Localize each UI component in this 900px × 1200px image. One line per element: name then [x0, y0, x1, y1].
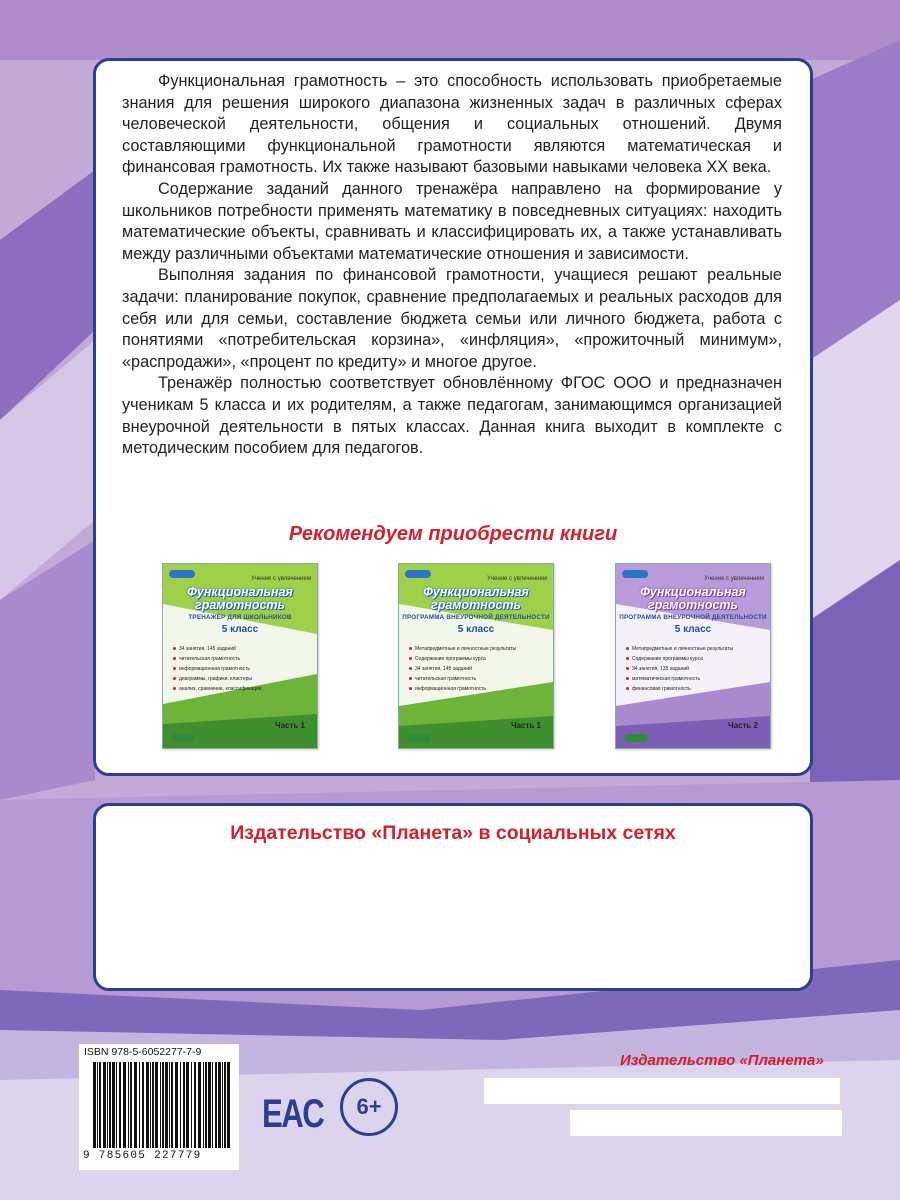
barcode-bar: [203, 1062, 204, 1148]
book-title: Функциональная грамотность: [640, 585, 746, 612]
barcode-bar: [208, 1062, 211, 1148]
barcode-bar: [109, 1062, 111, 1148]
description-panel: [93, 58, 813, 776]
planet-logo-icon: [624, 734, 648, 742]
barcode-bar: [222, 1062, 223, 1148]
publisher-logo-icon: [169, 570, 195, 578]
book-title: Функциональная грамотность: [187, 585, 293, 612]
book-subtitle: ТРЕНАЖЁР ДЛЯ ШКОЛЬНИКОВ: [188, 614, 292, 621]
paragraph-1: Функциональная грамотность – это способность использовать приобретаемые знания для решения широкого диапазона жизненных задач в различных сферах человеческой деятельности, общения и социальных отношений. Двумя составляющими функциональной грамотности являются математическая и финансовая грамотность. Их также называют базовыми навыками человека XX века.: [122, 72, 782, 177]
isbn-barcode-block: [79, 1044, 239, 1170]
book-feature: информационная грамотность: [173, 664, 293, 674]
barcode-bar: [116, 1062, 117, 1148]
barcode-bar: [134, 1062, 137, 1148]
book-feature: диаграммы, графики, кластеры: [173, 674, 293, 684]
book-series: Учение с увлечением: [704, 576, 764, 582]
barcode-bar: [93, 1062, 96, 1148]
social-title: Издательство «Планета» в социальных сетях: [230, 822, 676, 844]
description-text: [122, 71, 782, 460]
barcode-bar: [180, 1062, 181, 1148]
barcode-bar: [142, 1062, 144, 1148]
barcode-icon: [93, 1062, 233, 1150]
barcode-bar: [146, 1062, 149, 1148]
book-feature: 34 занятия, 145 заданий: [173, 644, 293, 654]
barcode-bar: [103, 1062, 106, 1148]
book-part: Часть 2: [727, 721, 758, 730]
book-subtitle: ПРОГРАММА ВНЕУРОЧНОЙ ДЕЯТЕЛЬНОСТИ: [619, 614, 767, 621]
book-feature: 34 занятия, 145 заданий: [409, 664, 529, 674]
book-part: Часть 1: [274, 721, 305, 730]
book-feature: Содержание программы курса: [626, 654, 746, 664]
book-cover-3[interactable]: [615, 563, 771, 749]
book-subtitle: ПРОГРАММА ВНЕУРОЧНОЙ ДЕЯТЕЛЬНОСТИ: [402, 614, 550, 621]
barcode-bar: [218, 1062, 221, 1148]
book-grade: 5 класс: [221, 624, 259, 635]
barcode-bar: [128, 1062, 129, 1148]
barcode-bar: [160, 1062, 161, 1148]
barcode-bar: [212, 1062, 213, 1148]
book-feature: Метапредметные и личностные результаты: [626, 644, 746, 654]
book-cover-2[interactable]: [398, 563, 554, 749]
redacted-info-2: [570, 1110, 842, 1136]
barcode-bar: [165, 1062, 168, 1148]
book-features: [173, 644, 293, 694]
publisher-logo-icon: [405, 570, 431, 578]
barcode-bar: [155, 1062, 158, 1148]
barcode-bar: [119, 1062, 121, 1148]
barcode-bar: [99, 1062, 101, 1148]
barcode-bar: [227, 1062, 230, 1148]
barcode-bar: [152, 1062, 154, 1148]
barcode-bar: [175, 1062, 178, 1148]
book-feature: Метапредметные и личностные результаты: [409, 644, 529, 654]
barcode-bar: [169, 1062, 170, 1148]
planet-logo-icon: [171, 734, 195, 742]
isbn-number: ISBN 978-5-6052277-7-9: [84, 1046, 202, 1058]
book-features: [409, 644, 529, 694]
book-feature: читательская грамотность: [409, 674, 529, 684]
book-feature: информационная грамотность: [409, 684, 529, 694]
barcode-bar: [205, 1062, 207, 1148]
book-features: [626, 644, 746, 694]
barcode-bar: [194, 1062, 196, 1148]
book-grade: 5 класс: [457, 624, 495, 635]
book-series: Учение с увлечением: [487, 576, 547, 582]
age-rating-badge: 6+: [340, 1078, 398, 1136]
book-feature: Содержание программы курса: [409, 654, 529, 664]
barcode-bar: [123, 1062, 126, 1148]
barcode-bar: [112, 1062, 115, 1148]
barcode-bar: [162, 1062, 164, 1148]
paragraph-3: Выполняя задания по финансовой грамотности, учащиеся решают реальные задачи: планирование покупок, сравнение предполагаемых и реальных расходов для себя или для семьи, составление бюджета семьи или личного бюджета, работа с понятиями «потребительская корзина», «инфляция», «прожиточный минимум», «распродажи», «процент по кредиту» и многое другое.: [122, 266, 782, 371]
barcode-digits: 9 785605 227779: [83, 1150, 202, 1162]
book-grade: 5 класс: [674, 624, 712, 635]
book-feature: анализ, сравнение, классификация: [173, 684, 293, 694]
social-networks-panel: [93, 803, 813, 991]
redacted-info-1: [484, 1078, 840, 1104]
barcode-bar: [224, 1062, 226, 1148]
eac-mark: EAC: [262, 1092, 324, 1136]
book-feature: читательская грамотность: [173, 654, 293, 664]
book-series: Учение с увлечением: [251, 576, 311, 582]
barcode-bar: [97, 1062, 98, 1148]
paragraph-2: Содержание заданий данного тренажёра направлено на формирование у школьников потребности применять математику в повседневных ситуациях: находить математические объекты, сравнивать и классифицировать их, а также устанавливать между различными объектами математические отношения и зависимости.: [122, 179, 782, 263]
barcode-bar: [183, 1062, 185, 1148]
barcode-bar: [150, 1062, 151, 1148]
book-feature: математическая грамотность: [626, 674, 746, 684]
barcode-bar: [191, 1062, 192, 1148]
paragraph-4: Тренажёр полностью соответствует обновлённому ФГОС ООО и предназначен ученикам 5 класса и их родителям, а также педагогам, занимающимся организацией внеурочной деятельности в пятых классах. Данная книга выходит в комплекте с методическим пособием для педагогов.: [122, 374, 782, 458]
recommend-title: Рекомендуем приобрести книги: [288, 523, 618, 545]
barcode-bar: [130, 1062, 132, 1148]
barcode-bar: [186, 1062, 189, 1148]
barcode-bar: [198, 1062, 201, 1148]
barcode-bar: [171, 1062, 173, 1148]
publisher-logo-icon: [622, 570, 648, 578]
planet-logo-icon: [407, 734, 431, 742]
barcode-bar: [107, 1062, 108, 1148]
barcode-bar: [139, 1062, 140, 1148]
barcode-bar: [215, 1062, 217, 1148]
publisher-name: Издательство «Планета»: [620, 1052, 824, 1069]
book-title: Функциональная грамотность: [423, 585, 529, 612]
book-part: Часть 1: [510, 721, 541, 730]
book-cover-1[interactable]: [162, 563, 318, 749]
book-feature: 34 занятия, 135 заданий: [626, 664, 746, 674]
book-feature: финансовая грамотность: [626, 684, 746, 694]
